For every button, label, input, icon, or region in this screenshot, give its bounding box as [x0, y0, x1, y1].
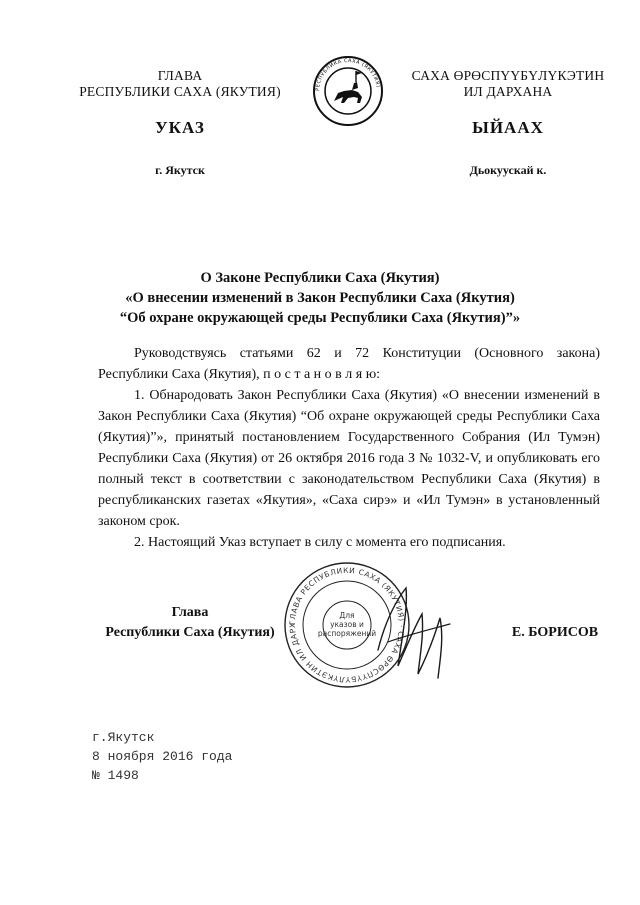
item-1-paragraph: 1. Обнародовать Закон Республики Саха (Якутия) «О внесении изменений в Закон Республики Саха (Якутия) “Об охране окружающей среды Республики Саха (Якутия)”», принятый постановлением Государственного Собрания (Ил Тумэн) Республики Саха (Якутия) от 26 октября 2016 года З № 1032-V, и опубликовать его полный текст в соответствии с законодательством Республики Саха (Якутия) в республиканских газетах «Якутия», «Саха сирэ» и «Ил Тумэн» в установленный законом срок.: [98, 388, 600, 529]
footer-number: № 1498: [92, 768, 139, 783]
doc-type-sakha: ЫЙААХ: [472, 118, 544, 137]
header-left-authority: [60, 68, 300, 100]
signatory-position: [90, 603, 290, 643]
item-2-paragraph: 2. Настоящий Указ вступает в силу с момента его подписания.: [134, 535, 506, 550]
signatory-name: Е. БОРИСОВ: [511, 625, 599, 640]
decree-body: [98, 343, 600, 553]
doc-type-ru: УКАЗ: [155, 118, 205, 137]
footer-city: г.Якутск: [92, 730, 155, 745]
title-line-1: О Законе Республики Саха (Якутия): [200, 270, 440, 286]
emblem-icon: [312, 55, 384, 127]
title-line-3: “Об охране окружающей среды Республики Саха (Якутия)”»: [119, 310, 521, 326]
emblem-ring-text: РЕСПУБЛИКА САХА (ЯКУТИЯ): [314, 57, 381, 92]
header-right-line-1: САХА ӨРӨСПҮҮБҮЛҮКЭТИН: [411, 68, 605, 83]
footer-date: 8 ноября 2016 года: [92, 749, 233, 764]
intro-paragraph: Руководствуясь статьями 62 и 72 Конституции (Основного закона) Республики Саха (Якутия), п о с т а н о в л я ю:: [98, 346, 600, 382]
header-right-line-2: ИЛ ДАРХАНА: [463, 84, 553, 99]
header-left-line-1: ГЛАВА: [157, 68, 203, 83]
handwritten-signature: [368, 578, 458, 688]
stamp-inner-line-1: Для: [339, 611, 355, 620]
decree-title: [90, 268, 550, 328]
header-left-line-2: РЕСПУБЛИКИ САХА (ЯКУТИЯ): [79, 84, 281, 99]
city-ru: г. Якутск: [155, 163, 205, 177]
signatory-position-line-1: Глава: [171, 605, 209, 620]
header-right-authority: [388, 68, 628, 100]
stamp-inner-line-2: указов и: [330, 620, 364, 629]
stamp-inner-line-3: распоряжений: [317, 629, 377, 638]
stamp-ring-text: ГЛАВА РЕСПУБЛИКИ САХА (ЯКУТИЯ) · САХА ӨРӨСПҮҮБҮЛҮКЭТИН ИЛ ДАРХ: [287, 565, 407, 685]
city-sakha: Дьокуускай к.: [469, 163, 547, 177]
title-line-2: «О внесении изменений в Закон Республики Саха (Якутия): [125, 290, 515, 306]
footer-details: [92, 728, 352, 785]
signatory-position-line-2: Республики Саха (Якутия): [105, 625, 275, 640]
